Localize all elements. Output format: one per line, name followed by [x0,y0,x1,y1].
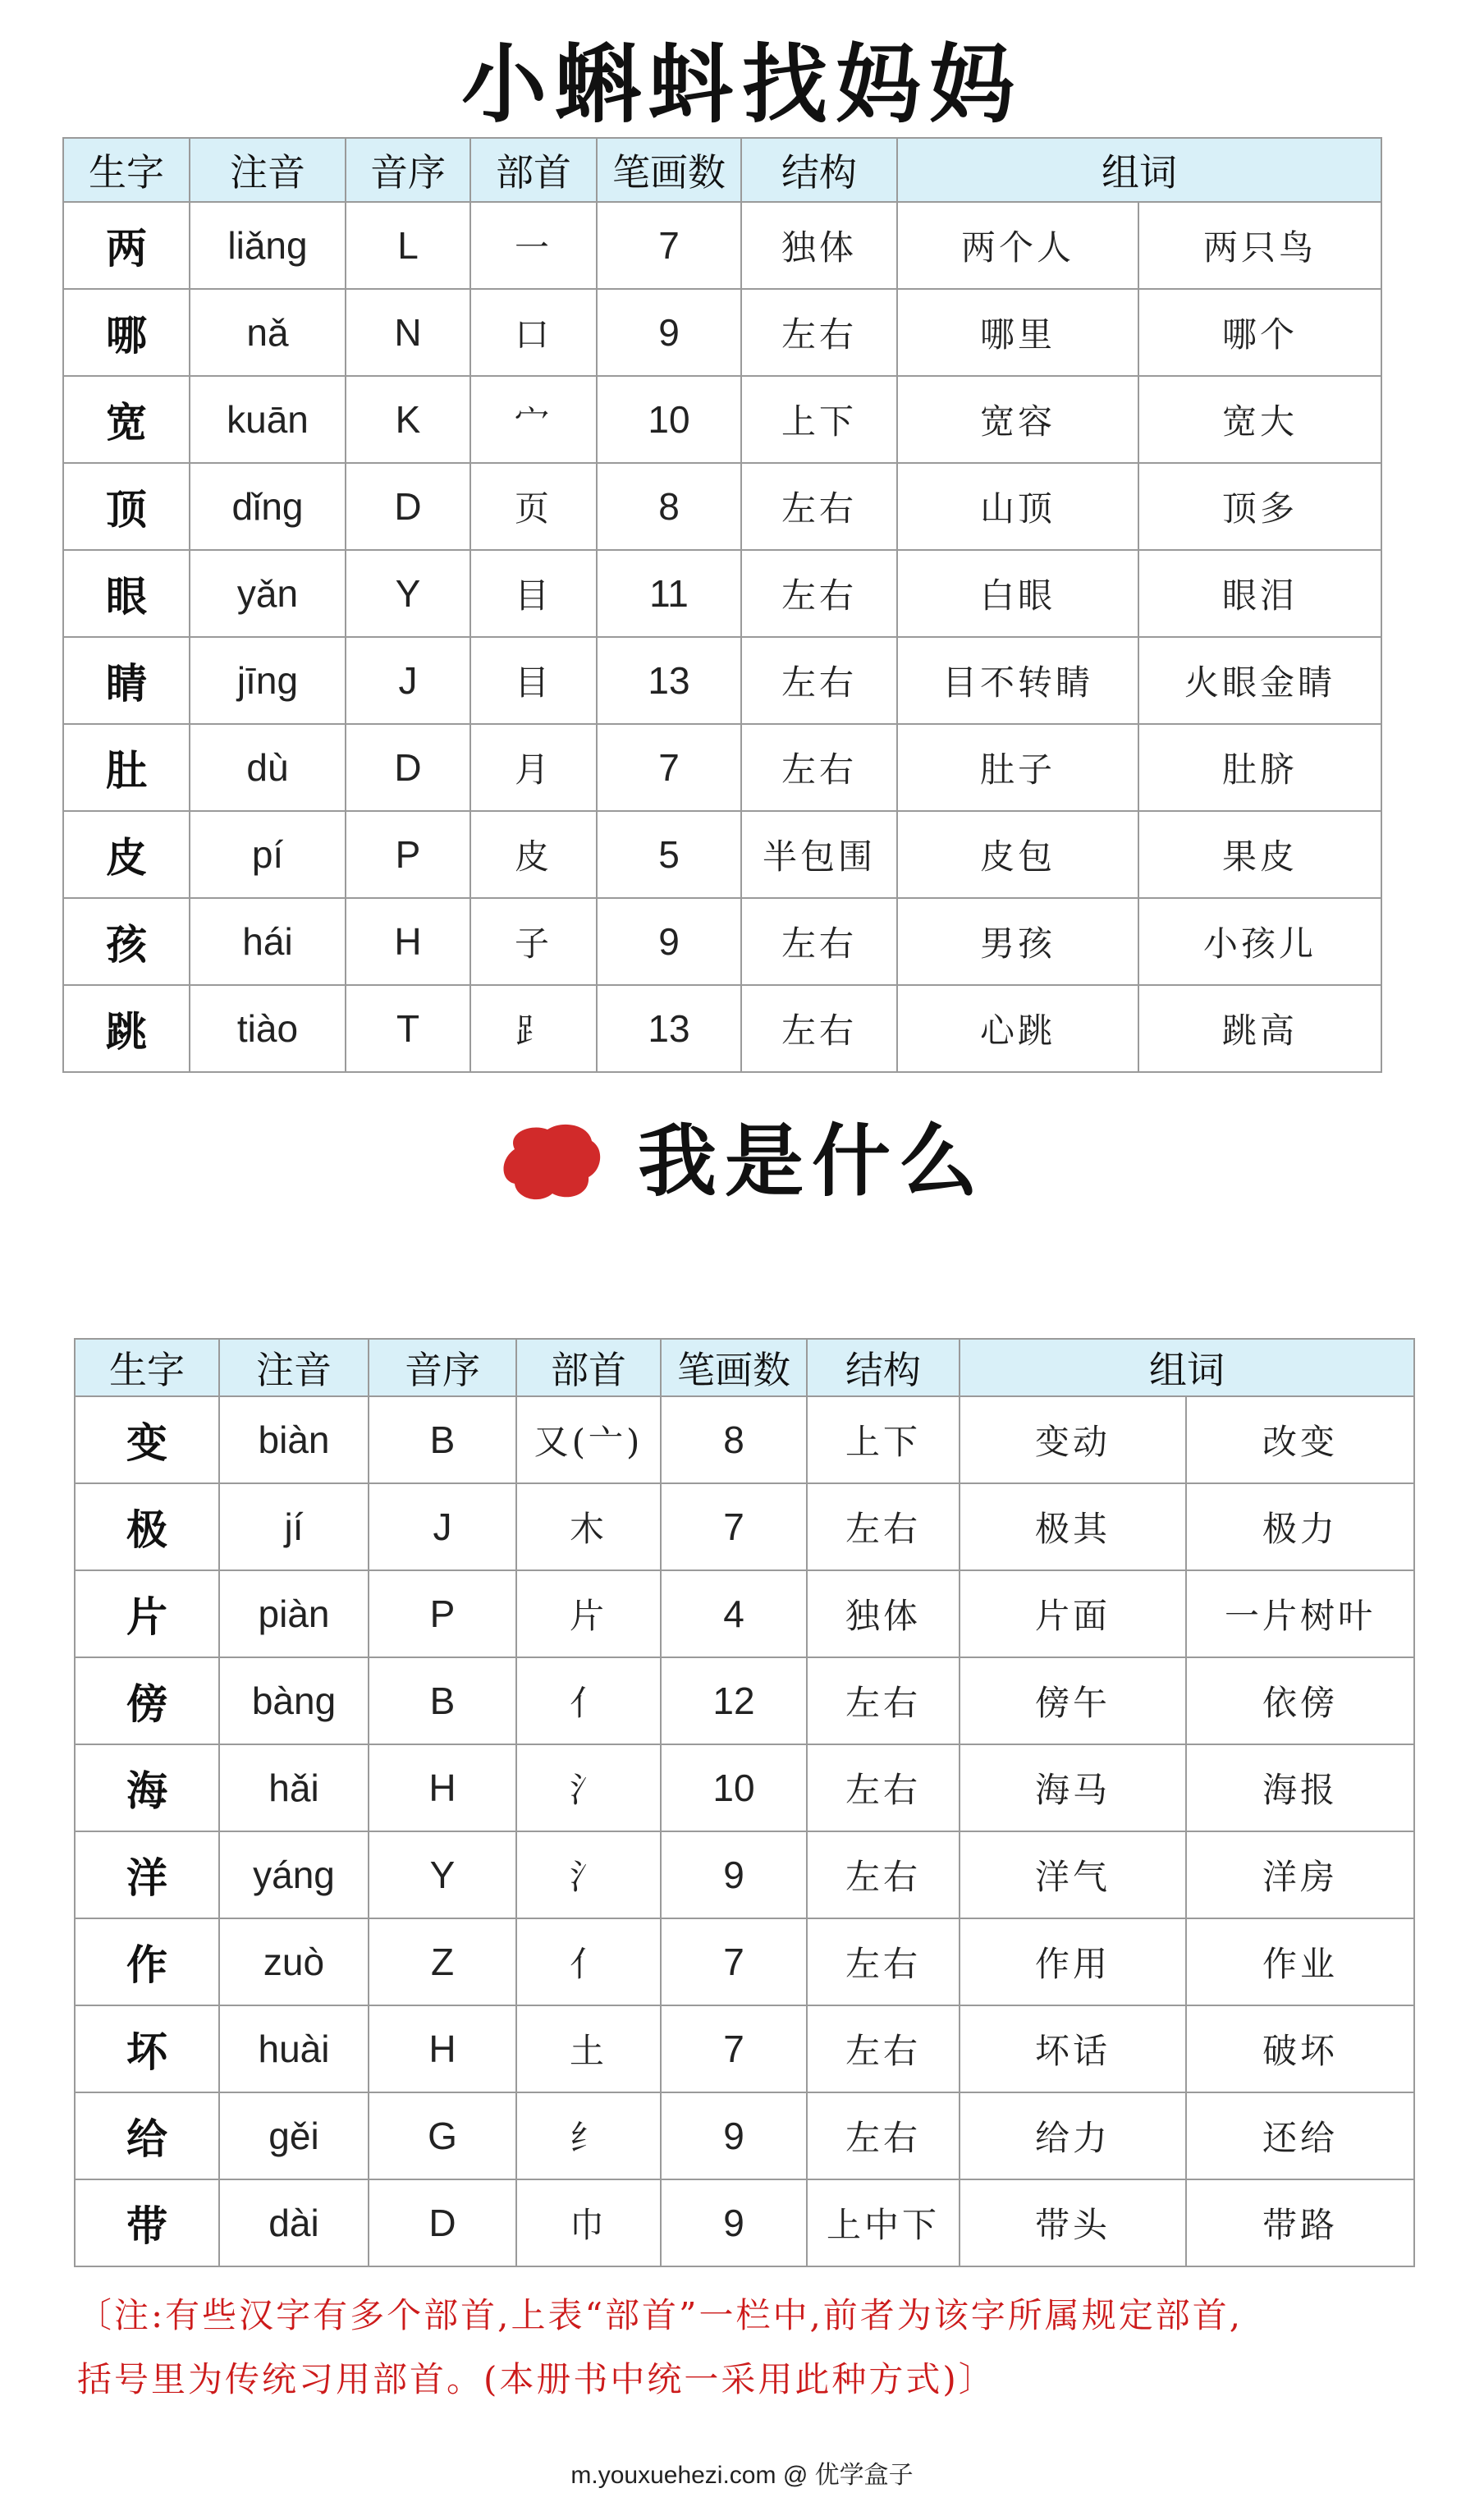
radical-cell: 月 [470,724,597,811]
char-cell: 坏 [75,2005,219,2092]
word-cell: 哪个 [1138,289,1381,376]
pinyin-cell: zuò [219,1918,369,2005]
radical-cell: 又(亠) [516,1396,661,1483]
order-cell: B [369,1657,516,1744]
strokes-cell: 8 [661,1396,807,1483]
char-cell: 极 [75,1483,219,1570]
char-cell: 跳 [63,985,190,1072]
pinyin-cell: yǎn [190,550,346,637]
pinyin-cell: biàn [219,1396,369,1483]
char-cell: 宽 [63,376,190,463]
table-row [75,1570,1414,1657]
order-cell: J [369,1483,516,1570]
order-cell: L [346,202,470,289]
strokes-cell: 9 [597,898,741,985]
word-cell: 肚子 [897,724,1138,811]
word-cell: 火眼金睛 [1138,637,1381,724]
word-cell: 还给 [1186,2092,1414,2179]
radical-cell: 片 [516,1570,661,1657]
word-cell: 变动 [960,1396,1186,1483]
order-cell: G [369,2092,516,2179]
word-cell: 肚脐 [1138,724,1381,811]
header-order: 音序 [346,138,470,202]
pinyin-cell: bàng [219,1657,369,1744]
structure-cell: 左右 [741,898,897,985]
structure-cell: 左右 [807,1831,960,1918]
order-cell: Z [369,1918,516,2005]
header-order: 音序 [369,1339,516,1396]
structure-cell: 半包围 [741,811,897,898]
strokes-cell: 7 [661,2005,807,2092]
order-cell: K [346,376,470,463]
strokes-cell: 7 [661,1918,807,2005]
footnote-line-1: 〔注:有些汉字有多个部首,上表“部首”一栏中,前者为该字所属规定部首, [77,2295,1244,2335]
table-header-row [63,138,1381,202]
table-row [63,202,1381,289]
word-cell: 皮包 [897,811,1138,898]
word-cell: 心跳 [897,985,1138,1072]
header-char: 生字 [75,1339,219,1396]
char-cell: 皮 [63,811,190,898]
structure-cell: 左右 [807,1483,960,1570]
table-row [75,1744,1414,1831]
table-row [75,1396,1414,1483]
header-structure: 结构 [741,138,897,202]
char-cell: 作 [75,1918,219,2005]
table-row [63,550,1381,637]
structure-cell: 左右 [741,289,897,376]
word-cell: 带头 [960,2179,1186,2266]
table-row [75,2179,1414,2266]
pinyin-cell: hái [190,898,346,985]
word-cell: 宽容 [897,376,1138,463]
pinyin-cell: kuān [190,376,346,463]
red-blob-icon [498,1116,605,1207]
lesson-title-1: 小蝌蚪找妈妈 [460,34,1023,135]
header-pinyin: 注音 [219,1339,369,1396]
vocab-table-2 [74,1338,1415,2267]
structure-cell: 左右 [741,463,897,550]
word-cell: 洋房 [1186,1831,1414,1918]
strokes-cell: 4 [661,1570,807,1657]
char-cell: 洋 [75,1831,219,1918]
order-cell: D [346,463,470,550]
word-cell: 两只鸟 [1138,202,1381,289]
radical-cell: 土 [516,2005,661,2092]
pinyin-cell: tiào [190,985,346,1072]
pinyin-cell: jí [219,1483,369,1570]
strokes-cell: 9 [661,1831,807,1918]
strokes-cell: 8 [597,463,741,550]
word-cell: 破坏 [1186,2005,1414,2092]
vocab-table-1 [62,137,1382,1073]
radical-cell: 亻 [516,1918,661,2005]
pinyin-cell: huài [219,2005,369,2092]
word-cell: 顶多 [1138,463,1381,550]
word-cell: 片面 [960,1570,1186,1657]
table-header-row [75,1339,1414,1396]
strokes-cell: 9 [661,2092,807,2179]
char-cell: 变 [75,1396,219,1483]
strokes-cell: 10 [661,1744,807,1831]
table-row [63,289,1381,376]
radical-cell: 一 [470,202,597,289]
word-cell: 海报 [1186,1744,1414,1831]
word-cell: 眼泪 [1138,550,1381,637]
char-cell: 海 [75,1744,219,1831]
header-words: 组词 [897,138,1381,202]
radical-cell: 目 [470,637,597,724]
table-row [63,637,1381,724]
order-cell: Y [369,1831,516,1918]
table-row [75,1483,1414,1570]
radical-cell: 皮 [470,811,597,898]
pinyin-cell: pí [190,811,346,898]
pinyin-cell: piàn [219,1570,369,1657]
radical-cell: 口 [470,289,597,376]
word-cell: 作用 [960,1918,1186,2005]
char-cell: 睛 [63,637,190,724]
char-cell: 给 [75,2092,219,2179]
header-structure: 结构 [807,1339,960,1396]
order-cell: Y [346,550,470,637]
strokes-cell: 10 [597,376,741,463]
radical-cell: ⻊ [470,985,597,1072]
word-cell: 山顶 [897,463,1138,550]
char-cell: 孩 [63,898,190,985]
table-row [63,463,1381,550]
header-strokes: 笔画数 [661,1339,807,1396]
radical-cell: 目 [470,550,597,637]
structure-cell: 左右 [741,724,897,811]
order-cell: B [369,1396,516,1483]
pinyin-cell: hǎi [219,1744,369,1831]
radical-cell: 纟 [516,2092,661,2179]
table-row [63,985,1381,1072]
word-cell: 哪里 [897,289,1138,376]
pinyin-cell: dù [190,724,346,811]
structure-cell: 上中下 [807,2179,960,2266]
radical-cell: 宀 [470,376,597,463]
word-cell: 极力 [1186,1483,1414,1570]
pinyin-cell: liǎng [190,202,346,289]
radical-cell: 巾 [516,2179,661,2266]
word-cell: 坏话 [960,2005,1186,2092]
word-cell: 傍午 [960,1657,1186,1744]
header-words: 组词 [960,1339,1414,1396]
order-cell: D [346,724,470,811]
char-cell: 哪 [63,289,190,376]
order-cell: J [346,637,470,724]
structure-cell: 左右 [741,637,897,724]
strokes-cell: 13 [597,985,741,1072]
word-cell: 极其 [960,1483,1186,1570]
table-row [75,1918,1414,2005]
strokes-cell: 9 [597,289,741,376]
char-cell: 两 [63,202,190,289]
site-footer: m.youxuehezi.com @ 优学盒子 [570,2462,914,2489]
radical-cell: 亻 [516,1657,661,1744]
pinyin-cell: yáng [219,1831,369,1918]
char-cell: 带 [75,2179,219,2266]
structure-cell: 左右 [807,2005,960,2092]
word-cell: 宽大 [1138,376,1381,463]
word-cell: 带路 [1186,2179,1414,2266]
structure-cell: 左右 [807,2092,960,2179]
header-radical: 部首 [516,1339,661,1396]
header-char: 生字 [63,138,190,202]
word-cell: 男孩 [897,898,1138,985]
pinyin-cell: gěi [219,2092,369,2179]
strokes-cell: 12 [661,1657,807,1744]
word-cell: 依傍 [1186,1657,1414,1744]
footnote-line-2: 括号里为传统习用部首。(本册书中统一采用此种方式)〕 [77,2359,996,2399]
pinyin-cell: jīng [190,637,346,724]
order-cell: N [346,289,470,376]
char-cell: 肚 [63,724,190,811]
structure-cell: 左右 [807,1744,960,1831]
pinyin-cell: dǐng [190,463,346,550]
radical-cell: 氵 [516,1831,661,1918]
char-cell: 片 [75,1570,219,1657]
char-cell: 眼 [63,550,190,637]
word-cell: 跳高 [1138,985,1381,1072]
radical-cell: 子 [470,898,597,985]
structure-cell: 独体 [741,202,897,289]
table-row [75,2092,1414,2179]
table-body [63,202,1381,1072]
lesson-title-2-row [0,1112,1484,1211]
word-cell: 作业 [1186,1918,1414,2005]
strokes-cell: 7 [661,1483,807,1570]
table-row [75,1657,1414,1744]
table-body [75,1396,1414,2266]
strokes-cell: 9 [661,2179,807,2266]
structure-cell: 左右 [807,1918,960,2005]
order-cell: P [346,811,470,898]
word-cell: 一片树叶 [1186,1570,1414,1657]
table-row [63,898,1381,985]
char-cell: 傍 [75,1657,219,1744]
header-strokes: 笔画数 [597,138,741,202]
pinyin-cell: dài [219,2179,369,2266]
header-pinyin: 注音 [190,138,346,202]
word-cell: 小孩儿 [1138,898,1381,985]
strokes-cell: 11 [597,550,741,637]
structure-cell: 独体 [807,1570,960,1657]
word-cell: 改变 [1186,1396,1414,1483]
strokes-cell: 7 [597,724,741,811]
radical-cell: 氵 [516,1744,661,1831]
header-radical: 部首 [470,138,597,202]
order-cell: H [346,898,470,985]
structure-cell: 左右 [741,985,897,1072]
order-cell: H [369,2005,516,2092]
strokes-cell: 7 [597,202,741,289]
table-row [63,811,1381,898]
order-cell: D [369,2179,516,2266]
structure-cell: 左右 [741,550,897,637]
structure-cell: 上下 [807,1396,960,1483]
lesson-title-2: 我是什么 [638,1115,986,1207]
word-cell: 果皮 [1138,811,1381,898]
order-cell: H [369,1744,516,1831]
word-cell: 给力 [960,2092,1186,2179]
table-row [63,724,1381,811]
word-cell: 白眼 [897,550,1138,637]
word-cell: 洋气 [960,1831,1186,1918]
structure-cell: 上下 [741,376,897,463]
radical-cell: 木 [516,1483,661,1570]
pinyin-cell: nǎ [190,289,346,376]
strokes-cell: 13 [597,637,741,724]
table-row [75,1831,1414,1918]
table-row [75,2005,1414,2092]
structure-cell: 左右 [807,1657,960,1744]
strokes-cell: 5 [597,811,741,898]
order-cell: T [346,985,470,1072]
word-cell: 两个人 [897,202,1138,289]
radical-cell: 页 [470,463,597,550]
order-cell: P [369,1570,516,1657]
word-cell: 目不转睛 [897,637,1138,724]
char-cell: 顶 [63,463,190,550]
table-row [63,376,1381,463]
word-cell: 海马 [960,1744,1186,1831]
